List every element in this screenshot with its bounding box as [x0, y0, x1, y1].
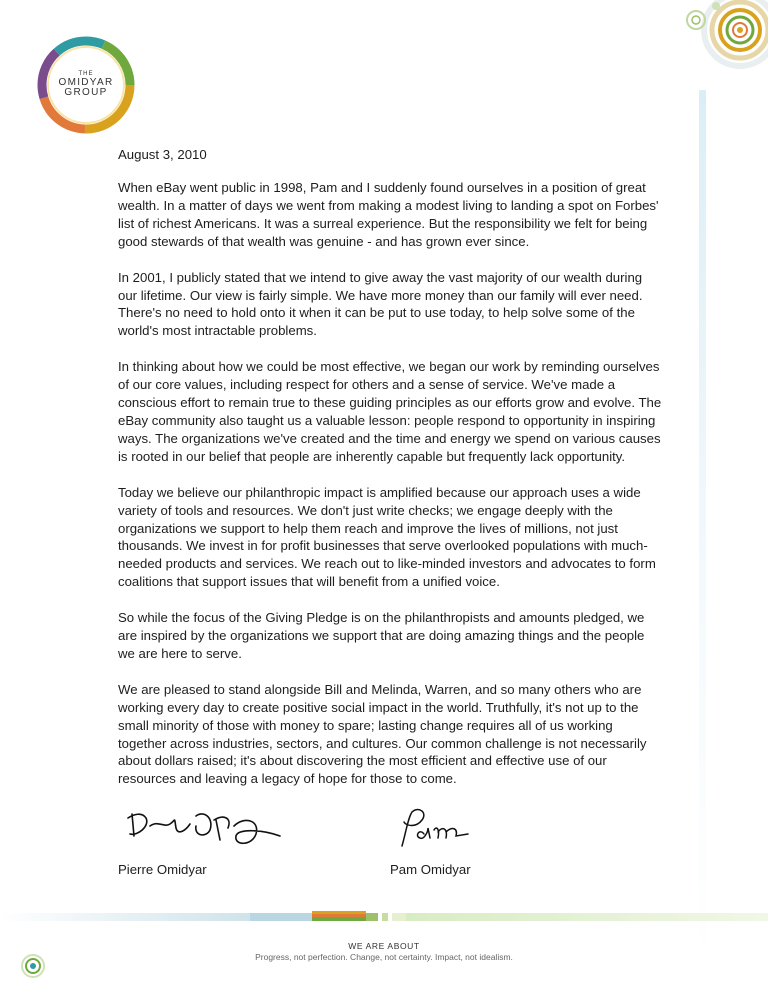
- omidyar-group-logo: [34, 33, 138, 137]
- signer-name-right: Pam Omidyar: [390, 862, 471, 877]
- letter-paragraph-1: When eBay went public in 1998, Pam and I suddenly found ourselves in a position of great wealth. In a matter of days we went from making a modest living to landing a spot on Forbes' list of richest Americans. It was a surreal experience. But the responsibility we felt for being good stewards of that wealth was genuine - and has grown ever since.: [118, 180, 659, 249]
- logo-line-2: GROUP: [64, 87, 108, 99]
- letter-paragraph-2: In 2001, I publicly stated that we intend to give away the vast majority of our wealth during our lifetime. Our view is fairly simple. We have more money than our family will ever need. There's no need to hold onto it when it can be put to use today, to help solve some of the world's most intractable problems.: [118, 269, 643, 339]
- corner-rings-icon: [678, 0, 768, 86]
- letter-paragraph-6: We are pleased to stand alongside Bill and Melinda, Warren, and so many others who are working every day to create positive social impact in the world. Truthfully, it's not up to the small minority of those with money to spare; lasting change requires all of us working together across industries, sectors, and cultures. Our common challenge is not necessarily about dollars raised; it's about discovering the most efficient and effective use of our resources and leaving a legacy of hope for those to come.: [118, 681, 647, 787]
- letter-date: August 3, 2010: [118, 147, 207, 162]
- letter-paragraph-5: So while the focus of the Giving Pledge is on the philanthropists and amounts pledged, we are inspired by the organizations we support that are doing amazing things and the people we are here to serve.: [118, 610, 645, 661]
- letter-paragraph-4: Today we believe our philanthropic impact is amplified because our approach uses a wide variety of tools and resources. We don't just write checks; we engage deeply with the organizations we support to help them reach and improve the lives of millions, not just thousands. We invest in for profit businesses that serve overlooked populations with much-needed products and services. We reach out to like-minded investors and advocates to form coalitions that support issues that will benefit from a unified voice.: [118, 484, 656, 590]
- decorative-side-line: [699, 90, 706, 970]
- pam-signature: [394, 806, 474, 850]
- footer-color-stripe: [0, 911, 768, 922]
- logo-the: THE: [78, 71, 94, 78]
- pierre-signature: [124, 806, 288, 856]
- letter-body: [118, 146, 663, 806]
- signer-name-left: Pierre Omidyar: [118, 862, 207, 877]
- footer-tagline: Progress, not perfection. Change, not certainty. Impact, not idealism.: [255, 952, 513, 962]
- logo-line-1: OMIDYAR: [58, 76, 114, 88]
- letter-paragraph-3: In thinking about how we could be most effective, we began our work by reminding ourselves of our core values, including respect for others and a sense of service. We've made a conscious effort to remain true to these guiding principles as our efforts grow and evolve. The eBay community also taught us a valuable lesson: people respond to opportunity in inspiring ways. The organizations we've created and the time and energy we spend on various causes is rooted in our belief that people are inherently capable but frequently lack opportunity.: [118, 359, 662, 464]
- footer-title: WE ARE ABOUT: [348, 941, 420, 951]
